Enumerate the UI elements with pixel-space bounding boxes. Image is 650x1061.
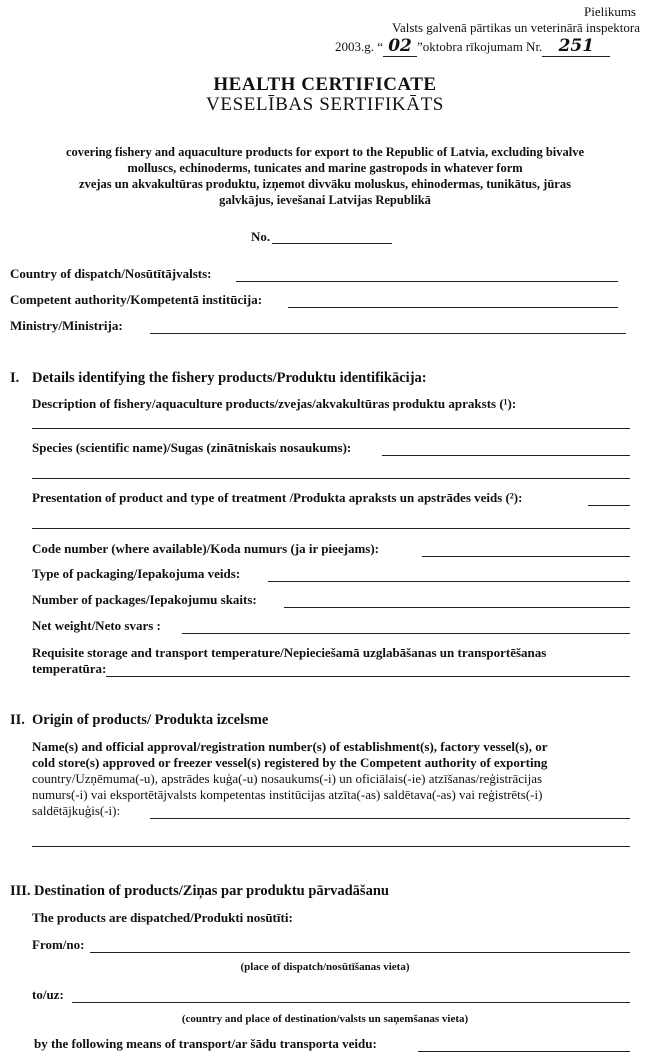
section-1-numeral: I. [10,370,20,386]
origin-para-4: numurs(-i) vai eksportētājvalsts kompetentas institūcijas atzīta(-as) saldētava(-as) vai reģistrēts(-i) [32,787,543,802]
packages-label: Number of packages/Iepakojumu skaits: [32,592,257,607]
transport-label: by the following means of transport/ar šādu transporta veidu: [34,1036,377,1051]
subtitle-lv-2: galvkājus, ievešanai Latvijas Republikā [219,193,431,207]
description-field[interactable] [32,428,630,429]
header-number-handwritten: 251 [542,36,610,57]
origin-para-1: Name(s) and official approval/registration number(s) of establishment(s), factory vessel(s), or [32,739,548,754]
header-day-handwritten: 02 [383,36,417,57]
country-field[interactable] [236,281,618,282]
section-2-numeral: II. [10,712,25,728]
species-field[interactable] [382,455,630,456]
code-field[interactable] [422,556,630,557]
from-field[interactable] [90,952,630,953]
certificate-no-field[interactable] [272,243,392,244]
subtitle-lv-1: zvejas un akvakultūras produktu, izņemot divvāku moluskus, ehinodermas, tunikātus, jūras [79,177,571,191]
ministry-field[interactable] [150,333,626,334]
section-1-heading: Details identifying the fishery products/Produktu identifikācija: [32,370,427,386]
code-label: Code number (where available)/Koda numurs (ja ir pieejams): [32,541,380,556]
from-caption: (place of dispatch/nosūtīšanas vieta) [240,961,410,973]
species-label: Species (scientific name)/Sugas (zinātniskais nosaukums): [32,440,352,455]
header-inspector-line: Valsts galvenā pārtikas un veterinārā inspektora [392,20,640,35]
subtitle-en-1: covering fishery and aquaculture products for export to the Republic of Latvia, excluding bivalve [65,145,585,159]
section-3-numeral: III. [10,883,31,899]
description-label: Description of fishery/aquaculture products/zvejas/akvakultūras produktu apraksts (¹): [32,396,517,411]
certificate-no-label: No. [251,229,271,244]
packaging-field[interactable] [268,581,630,582]
storage-label-2: temperatūra: [32,661,107,676]
ministry-label: Ministry/Ministrija: [10,318,123,333]
country-label: Country of dispatch/Nosūtītājvalsts: [10,266,212,281]
title-lv: VESELĪBAS SERTIFIKĀTS [206,94,444,115]
title-en: HEALTH CERTIFICATE [213,74,437,95]
presentation-field-2[interactable] [32,528,630,529]
header-order-mid: ”oktobra rīkojumam Nr. [417,39,543,54]
to-label: to/uz: [32,987,64,1002]
origin-para-5: saldētājkuģis(-i): [32,803,121,818]
header-annex: Pielikums [583,4,636,19]
presentation-field[interactable] [588,505,630,506]
storage-label-1: Requisite storage and transport temperature/Nepieciešamā uzglabāšanas un transportēšanas [32,645,547,660]
origin-para-3: country/Uzņēmuma(-u), apstrādes kuģa(-u) nosaukums(-i) un oficiālais(-ie) atzīšanas/reģistrācijas [32,771,543,786]
from-label: From/no: [32,937,85,952]
origin-field[interactable] [150,818,630,819]
presentation-label: Presentation of product and type of treatment /Produkta apraksts un apstrādes veids (²): [32,490,523,505]
transport-field[interactable] [418,1051,630,1052]
origin-field-2[interactable] [32,846,630,847]
species-field-2[interactable] [32,478,630,479]
authority-field[interactable] [288,307,618,308]
origin-para-2: cold store(s) approved or freezer vessel(s) registered by the Competent authority of exporting [32,755,548,770]
subtitle-en-2: molluscs, echinoderms, tunicates and marine gastropods in whatever form [127,161,523,175]
net-weight-label: Net weight/Neto svars : [32,618,161,633]
section-2-heading: Origin of products/ Produkta izcelsme [32,712,269,728]
header-order-line [335,36,610,57]
to-field[interactable] [72,1002,630,1003]
packaging-label: Type of packaging/Iepakojuma veids: [32,566,241,581]
section-3-heading: Destination of products/Ziņas par produktu pārvadāšanu [34,883,389,899]
storage-field[interactable] [106,676,630,677]
packages-field[interactable] [284,607,630,608]
net-weight-field[interactable] [182,633,630,634]
dispatched-label: The products are dispatched/Produkti nosūtīti: [32,910,293,925]
authority-label: Competent authority/Kompetentā institūcija: [10,292,263,307]
header-date-prefix: 2003.g. “ [335,39,384,54]
to-caption: (country and place of destination/valsts un saņemšanas vieta) [181,1013,469,1025]
